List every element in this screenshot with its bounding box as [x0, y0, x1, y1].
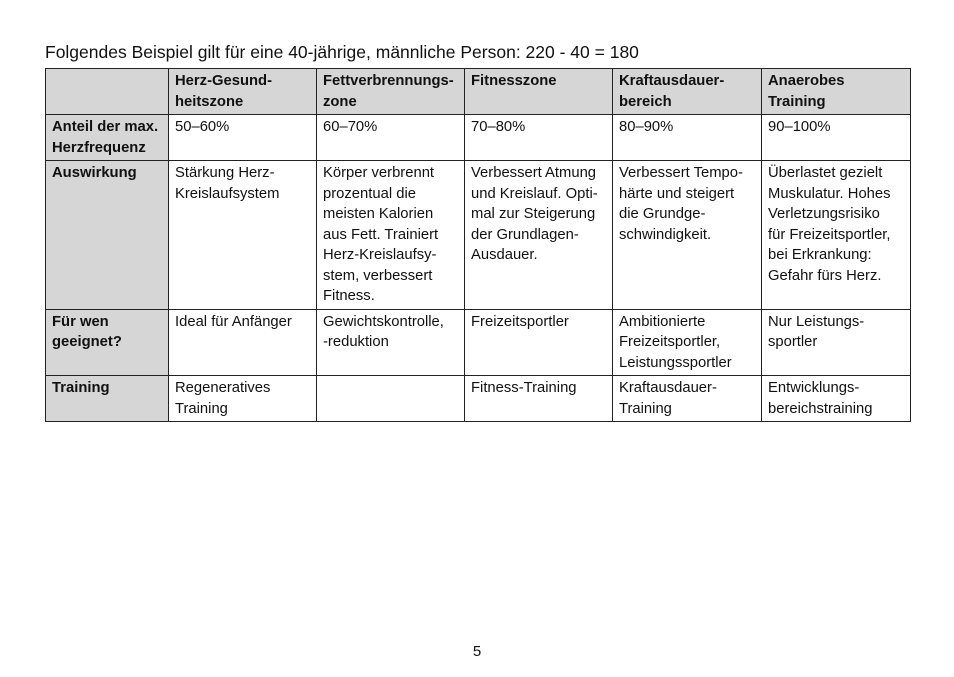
table-cell: Fitness-Training: [465, 376, 613, 422]
column-header: Anaerobes Training: [762, 69, 911, 115]
row-header: Training: [46, 376, 169, 422]
table-cell: [317, 376, 465, 422]
table-cell: Verbessert Tempo- härte und steigert die Grundge- schwindigkeit.: [613, 161, 762, 310]
table-cell: Kraftausdauer- Training: [613, 376, 762, 422]
heart-rate-zones-table: [45, 68, 911, 422]
row-header: Anteil der max. Herzfrequenz: [46, 115, 169, 161]
column-header: Fitnesszone: [465, 69, 613, 115]
row-header: Für wen geeignet?: [46, 309, 169, 376]
column-header: Kraftausdauer- bereich: [613, 69, 762, 115]
table-cell: 60–70%: [317, 115, 465, 161]
column-header: Fettverbrennungs- zone: [317, 69, 465, 115]
intro-text: Folgendes Beispiel gilt für eine 40-jährige, männliche Person: 220 - 40 = 180: [45, 42, 639, 62]
table-cell: Gewichtskontrolle, -reduktion: [317, 309, 465, 376]
table-corner-cell: [46, 69, 169, 115]
table-cell: Regeneratives Training: [169, 376, 317, 422]
table-cell: 90–100%: [762, 115, 911, 161]
table-cell: 50–60%: [169, 115, 317, 161]
page-number: 5: [472, 643, 482, 660]
row-header: Auswirkung: [46, 161, 169, 310]
table-header-row: [46, 69, 911, 115]
table-cell: Körper verbrennt prozentual die meisten Kalorien aus Fett. Trainiert Herz-Kreislaufsy- stem, verbessert Fitness.: [317, 161, 465, 310]
table-cell: 70–80%: [465, 115, 613, 161]
table-cell: Entwicklungs- bereichstraining: [762, 376, 911, 422]
table-cell: Überlastet gezielt Muskulatur. Hohes Verletzungsrisiko für Freizeitsportler, bei Erkrankung: Gefahr fürs Herz.: [762, 161, 911, 310]
table-row: [46, 309, 911, 376]
column-header: Herz-Gesund- heitszone: [169, 69, 317, 115]
table-cell: Nur Leistungs- sportler: [762, 309, 911, 376]
table-row: [46, 161, 911, 310]
table-row: [46, 376, 911, 422]
table-cell: Ambitionierte Freizeitsportler, Leistungssportler: [613, 309, 762, 376]
table-cell: Ideal für Anfänger: [169, 309, 317, 376]
table-row: [46, 115, 911, 161]
table-cell: Stärkung Herz- Kreislaufsystem: [169, 161, 317, 310]
table-cell: 80–90%: [613, 115, 762, 161]
table-cell: Freizeitsportler: [465, 309, 613, 376]
table-cell: Verbessert Atmung und Kreislauf. Opti- mal zur Steigerung der Grundlagen- Ausdauer.: [465, 161, 613, 310]
